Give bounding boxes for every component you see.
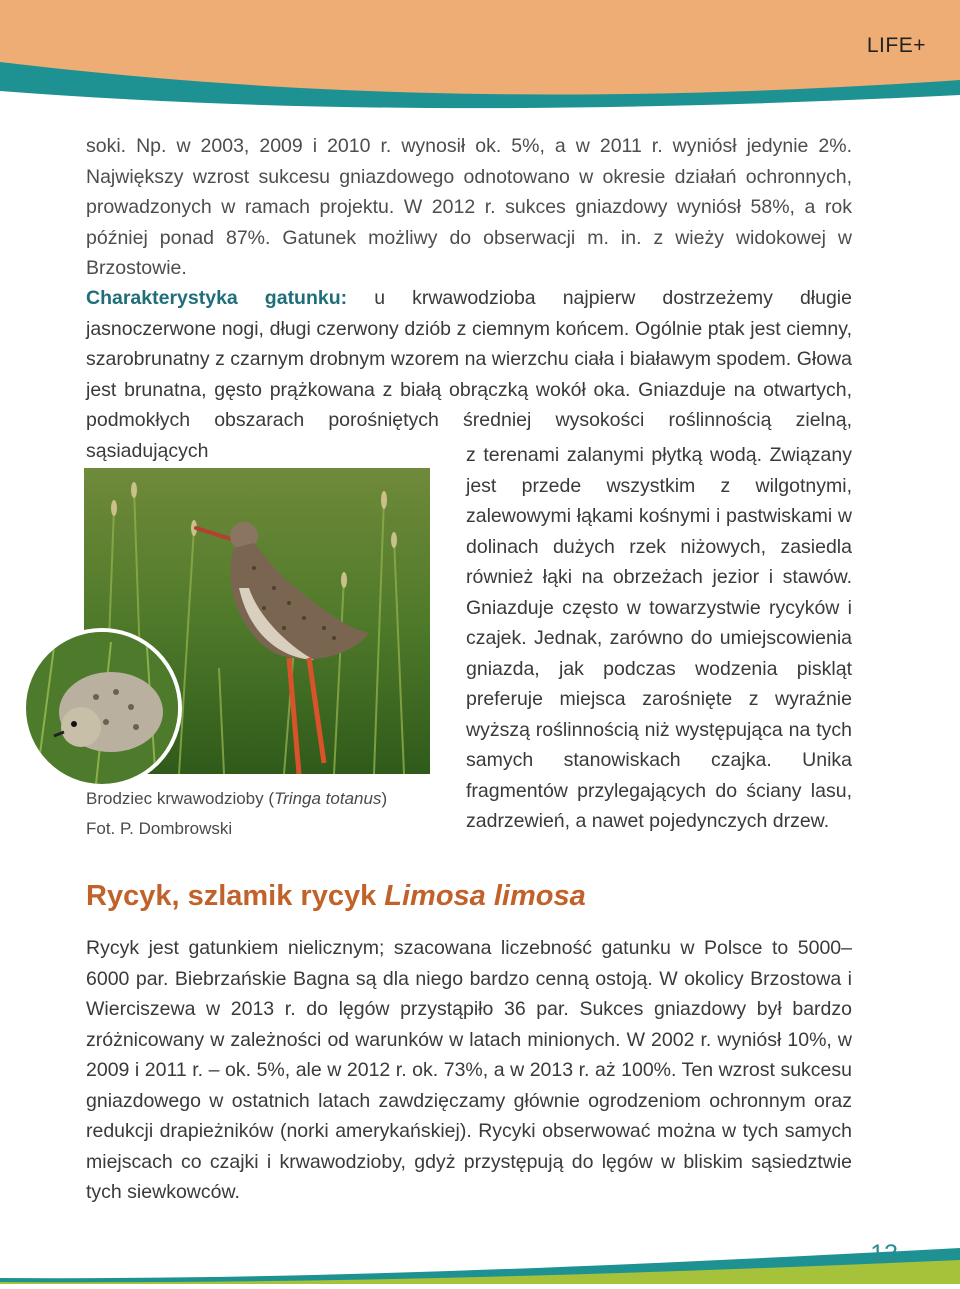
intro-paragraph: soki. Np. w 2003, 2009 i 2010 r. wynosił ok. 5%, a w 2011 r. wyniósł jedynie 2%. Największy wzrost sukcesu gniazdowego odnotowano w okresie działań ochronnych, prowadzonych w ramach projektu. W 2012 r. sukces gniazdowy wyniósł 58%, a rok później ponad 87%. Gatunek możliwy do obserwacji m. in. z wieży widokowej w Brzostowie. xyxy=(86,135,852,279)
series-label: LIFE+ xyxy=(866,34,926,57)
page-header xyxy=(0,0,960,112)
section-title-common: Rycyk, szlamik rycyk xyxy=(86,880,385,912)
caption-text: Brodziec krwawodzioby ( xyxy=(86,789,275,808)
photo-caption xyxy=(86,784,446,844)
page-footer xyxy=(0,1232,960,1284)
species-description-text: u krwawodzioba najpierw dostrzeżemy długie jasnoczerwone nogi, długi czerwony dziób z ciemnym końcem. Ogólnie ptak jest ciemny, szarobrunatny z czarnym drobnym wzorem na wierzchu ciała i białawym spodem. Głowa jest brunatna, gęsto prążkowana z białą obrączką wokół oka. Gniazduje na otwartych, podmokłych obszarach porośniętych średniej wysokości roślinnością zielną, sąsiadujących xyxy=(86,287,852,462)
species-description-continued: z terenami zalanymi płytką wodą. Związany jest przede wszystkim z wilgotnymi, zalewowymi łąkami kośnymi i pastwiskami w dolinach dużych rzek niżowych, zasiedla również łąki na obrzeżach jezior i stawów. Gniazduje często w towarzystwie rycyków i czajek. Jednak, zarówno do umiejscowienia gniazda, jak podczas wodzenia piskląt preferuje miejsca zarośnięte z wyraźnie wyższą roślinnością niż występująca na tych samych stanowiskach czajka. Unika fragmentów przylegających do ściany lasu, zadrzewień, a nawet pojedynczych drzew. xyxy=(466,444,852,832)
caption-latin-name: Tringa totanus xyxy=(274,789,382,808)
species-description-paragraph xyxy=(86,283,852,466)
section-title-latin: Limosa limosa xyxy=(384,880,586,912)
footer-wave-graphic xyxy=(0,1232,960,1284)
header-wave-graphic xyxy=(0,0,960,112)
godwit-paragraph: Rycyk jest gatunkiem nielicznym; szacowana liczebność gatunku w Polsce to 5000–6000 par. Biebrzańskie Bagna są dla niego bardzo cenną ostoją. W okolicy Brzostowa i Wierciszewa w 2013 r. do lęgów przystąpiło 36 par. Sukces gniazdowy był bardzo zróżnicowany w zależności od warunków w latach minionych. W 2002 r. wyniósł 10%, w 2009 i 2011 r. – ok. 5%, ale w 2012 r. ok. 73%, a w 2013 r. aż 100%. Ten wzrost sukcesu gniazdowego w ostatnich latach zawdzięczamy głównie ogrodzeniom ochronnym oraz redukcji drapieżników (norki amerykańskiej). Rycyki obserwować można w tych samych miejscach co czajki i krwawodzioby, gdyż przystępują do lęgów w bliskim sąsiedztwie tych siewkowców. xyxy=(86,937,852,1203)
chick-inset-photo xyxy=(22,628,182,788)
caption-species-line xyxy=(86,784,446,814)
caption-close: ) xyxy=(381,789,388,808)
section-title xyxy=(86,880,586,913)
photo-credit: Fot. P. Dombrowski xyxy=(86,819,233,838)
species-description-lead: Charakterystyka gatunku: xyxy=(86,287,348,309)
page-number: 13 xyxy=(870,1240,898,1268)
